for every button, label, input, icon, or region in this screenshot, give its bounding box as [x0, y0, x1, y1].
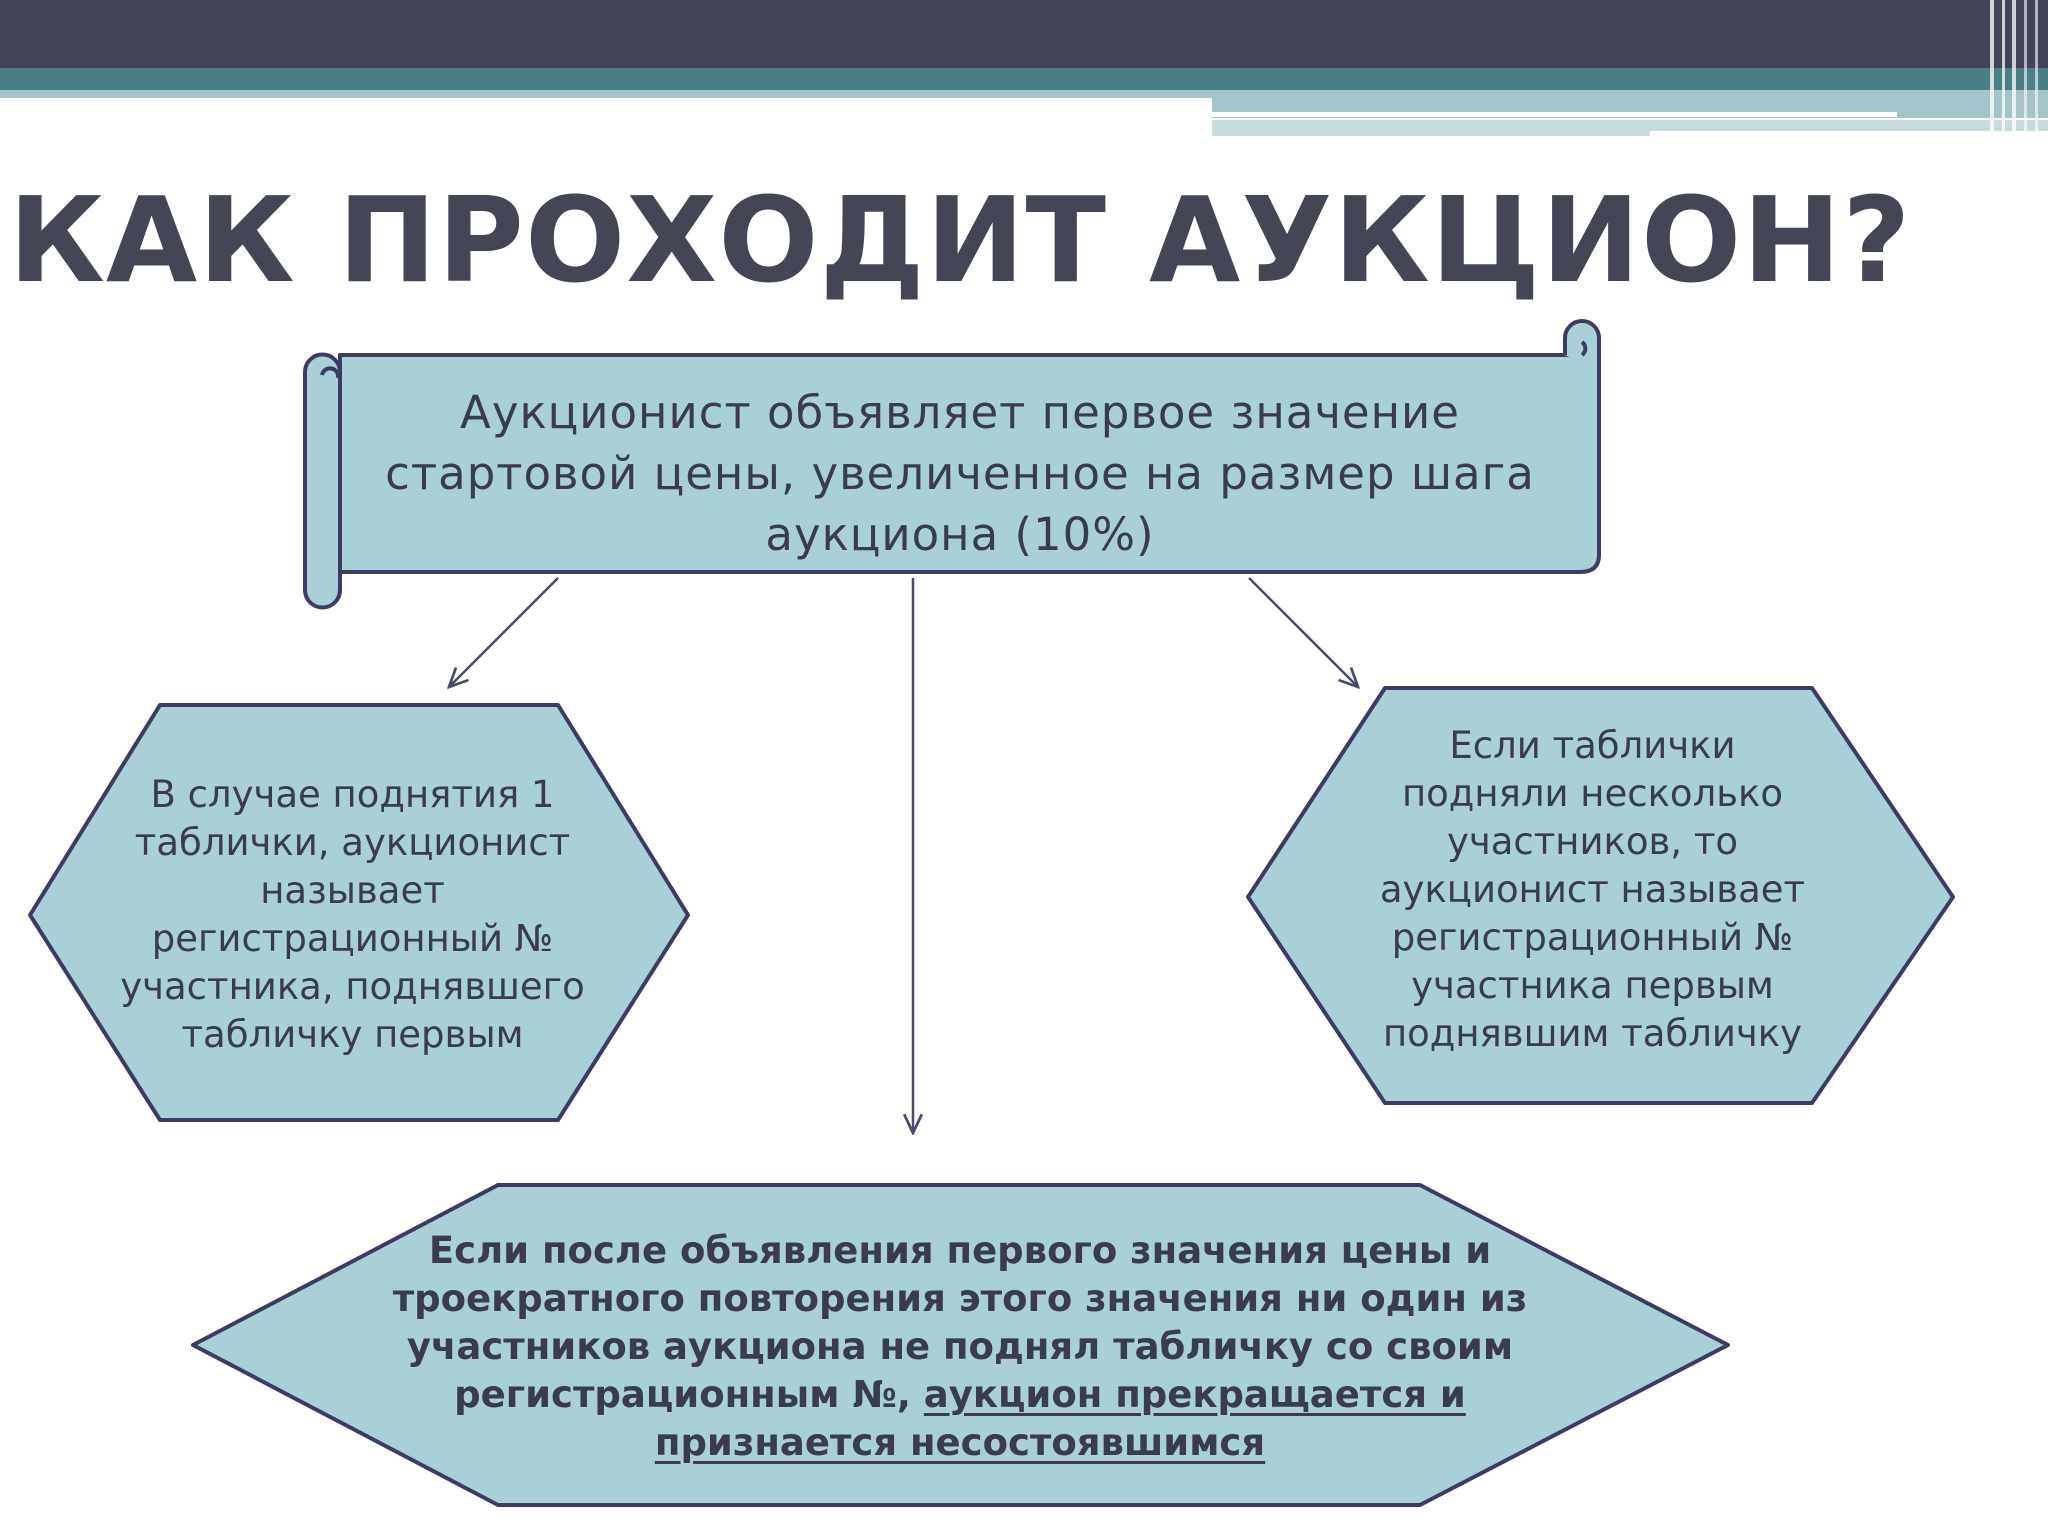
- right-node-text: [1370, 705, 1815, 1075]
- bottom-node-lead: Если после объявления первого значения цены и троекратного повторения этого значения ни один из участников аукциона не поднял табличку со своим регистрационным №,: [392, 1229, 1528, 1416]
- start-node-label: Аукционист объявляет первое значение стартовой цены, увеличенное на размер шага аукциона (10%): [385, 385, 1535, 561]
- slide-title: КАК ПРОХОДИТ АУКЦИОН?: [8, 171, 1912, 309]
- start-node-text: [340, 378, 1580, 568]
- right-node-label: Если таблички подняли несколько участников, то аукционист называет регистрационный № участника первым поднявшим табличку: [1379, 724, 1806, 1055]
- left-node-label: В случае поднятия 1 таблички, аукционист называет регистрационный № участника, поднявшего табличку первым: [120, 773, 585, 1056]
- arrow-to-right: [1249, 578, 1358, 687]
- scroll-left-roll: [305, 355, 340, 608]
- arrow-to-left: [449, 578, 558, 687]
- bottom-node-paragraph: [380, 1227, 1540, 1467]
- bottom-node-emphasis: аукцион прекращается и признается несостоявшимся: [654, 1373, 1466, 1464]
- bottom-node-text: [380, 1222, 1540, 1472]
- left-node-text: [120, 735, 585, 1095]
